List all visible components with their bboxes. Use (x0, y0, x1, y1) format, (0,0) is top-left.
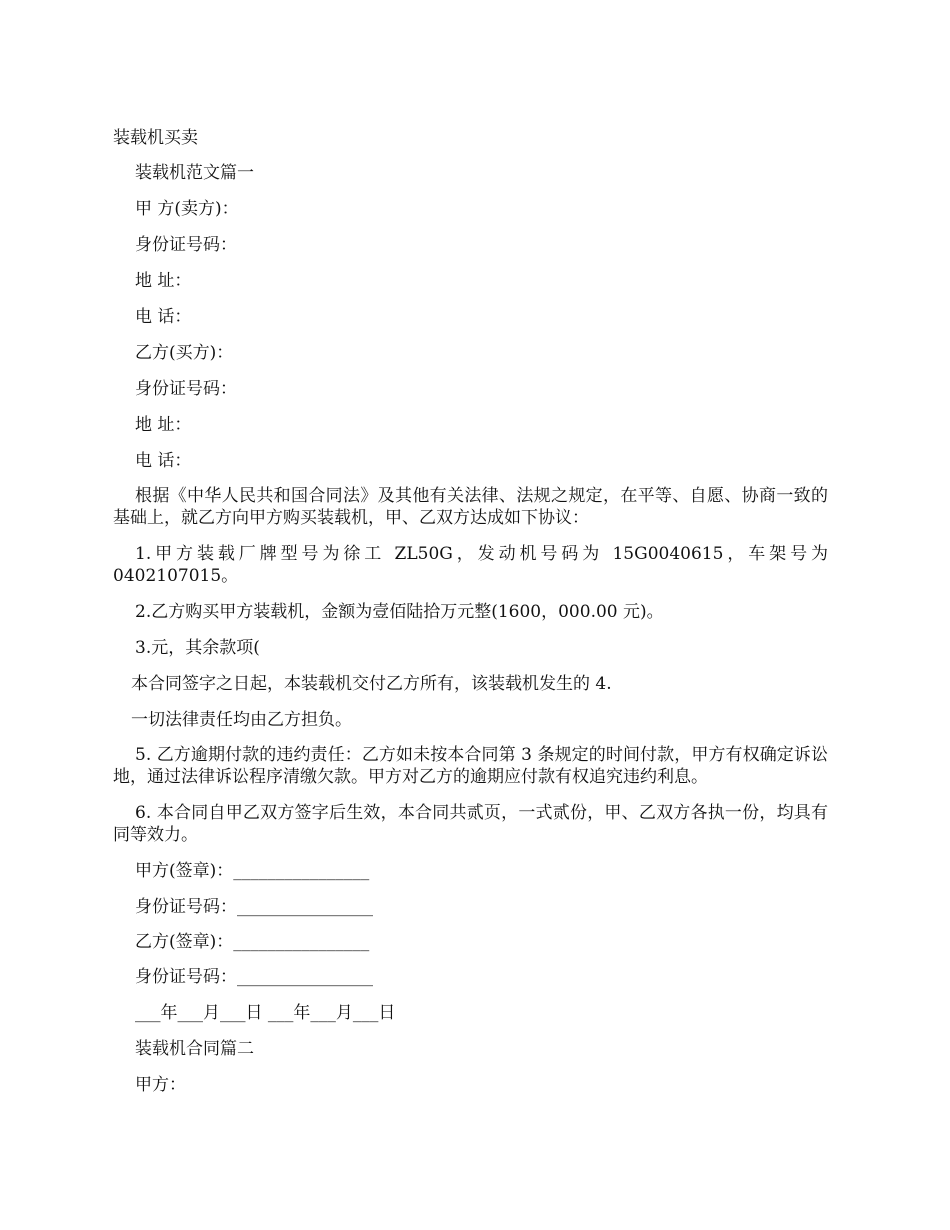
section-heading: 装载机范文篇一 (135, 163, 254, 183)
party-b-id-label: 身份证号码： (135, 379, 237, 399)
clause-2: 2.乙方购买甲方装载机，金额为壹佰陆拾万元整(1600，000.00 元)。 (135, 602, 664, 622)
clause-4-part-2: 一切法律责任均由乙方担负。 (131, 710, 352, 730)
party-b-phone-label: 电 话： (135, 451, 192, 471)
party-b-id-signature-line: 身份证号码：________________ (135, 967, 373, 987)
party-b-address-label: 地 址： (135, 415, 192, 435)
clause-1: 1.甲方装载厂牌型号为徐工 ZL50G，发动机号码为 15G0040615，车架号为0402107015。 (113, 544, 828, 586)
party-a-id-signature-line: 身份证号码：________________ (135, 897, 373, 917)
clause-4-part-1: 本合同签字之日起，本装载机交付乙方所有，该装载机发生的 4. (131, 674, 612, 694)
intro-paragraph: 根据《中华人民共和国合同法》及其他有关法律、法规之规定，在平等、自愿、协商一致的基础上，就乙方向甲方购买装载机，甲、乙双方达成如下协议： (113, 486, 828, 528)
section-2-party-a-label: 甲方： (135, 1075, 186, 1095)
date-line: ___年___月___日 ___年___月___日 (135, 1003, 396, 1023)
party-a-id-label: 身份证号码： (135, 235, 237, 255)
party-a-signature-line: 甲方(签章)：________________ (135, 861, 370, 881)
party-a-phone-label: 电 话： (135, 307, 192, 327)
party-b-label: 乙方(买方)： (135, 343, 234, 363)
clause-6: 6. 本合同自甲乙双方签字后生效，本合同共贰页，一式贰份，甲、乙双方各执一份，均具有同等效力。 (113, 803, 828, 845)
party-b-signature-line: 乙方(签章)：________________ (135, 932, 370, 952)
document-title: 装载机买卖 (113, 128, 198, 148)
party-a-label: 甲 方(卖方)： (135, 199, 239, 219)
party-a-address-label: 地 址： (135, 271, 192, 291)
clause-5: 5. 乙方逾期付款的违约责任：乙方如未按本合同第 3 条规定的时间付款，甲方有权确定诉讼地，通过法律诉讼程序清缴欠款。甲方对乙方的逾期应付款有权追究违约利息。 (113, 745, 828, 787)
clause-3: 3.元，其余款项( (135, 638, 260, 658)
section-heading: 装载机合同篇二 (135, 1039, 254, 1059)
